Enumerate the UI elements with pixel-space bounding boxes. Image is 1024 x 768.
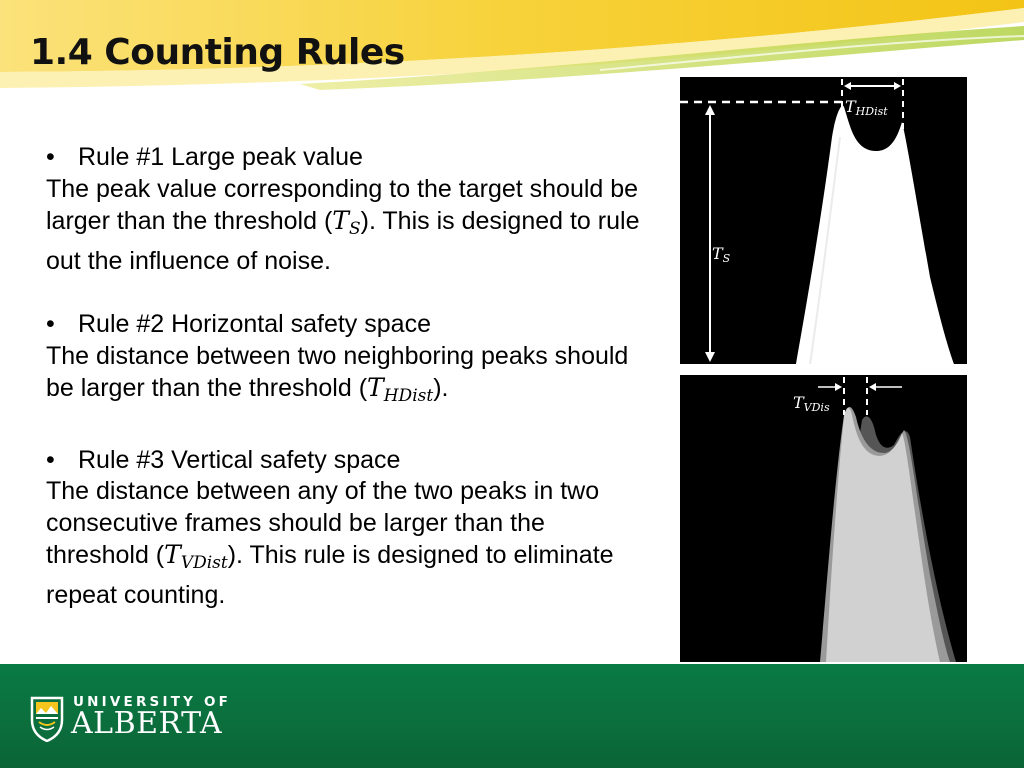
bullet: •: [46, 310, 55, 339]
math-subscript: VDist: [180, 553, 228, 574]
rule-heading: Rule #3 Vertical safety space: [78, 445, 401, 474]
university-name-line1: UNIVERSITY OF: [73, 694, 232, 710]
rule-heading-row: [46, 142, 646, 174]
rule-2: [46, 309, 646, 413]
math-subscript: S: [348, 219, 361, 240]
math-base: T: [164, 540, 181, 570]
rule-description: [46, 341, 646, 413]
university-name-line2: ALBERTA: [71, 706, 223, 741]
rule-text-after: ).: [433, 374, 449, 403]
rule-text-before: The distance between any of the two peaks in two consecutive frames should be larger than the threshold (: [46, 477, 600, 570]
math-base: T: [332, 206, 349, 235]
rules-text-block: [46, 142, 646, 643]
rule-heading: Rule #1 Large peak value: [78, 143, 363, 171]
rule-text-after: ). This rule is designed to eliminate repeat counting.: [46, 541, 614, 609]
rule-text-after: ). This is designed to rule out the influence of noise.: [46, 207, 640, 275]
university-shield-logo: [30, 694, 64, 742]
top-peak-figure: [680, 77, 967, 364]
rule-text-before: The distance between two neighboring peaks should be larger than the threshold (: [46, 341, 629, 403]
rule-description: [46, 174, 646, 278]
label-t-vdist: TVDis: [793, 393, 830, 414]
math-threshold: [164, 540, 228, 574]
math-subscript: HDist: [383, 386, 434, 407]
bullet: •: [46, 143, 55, 171]
rule-heading: Rule #2 Horizontal safety space: [78, 310, 431, 339]
label-t-s: TS: [712, 244, 731, 265]
rule-heading-row: [46, 445, 646, 477]
bottom-frames-figure: [680, 375, 967, 662]
math-base: T: [367, 373, 384, 403]
rule-text-before: The peak value corresponding to the target should be larger than the threshold (: [46, 174, 639, 235]
math-threshold: [332, 206, 361, 240]
bullet: •: [46, 445, 55, 474]
slide-title: 1.4 Counting Rules: [30, 32, 405, 73]
label-t-hdist: THDist: [845, 97, 888, 118]
rule-heading-row: [46, 309, 646, 341]
rule-3: [46, 445, 646, 612]
rule-description: [46, 476, 646, 611]
math-threshold: [367, 373, 434, 407]
rule-1: [46, 142, 646, 277]
